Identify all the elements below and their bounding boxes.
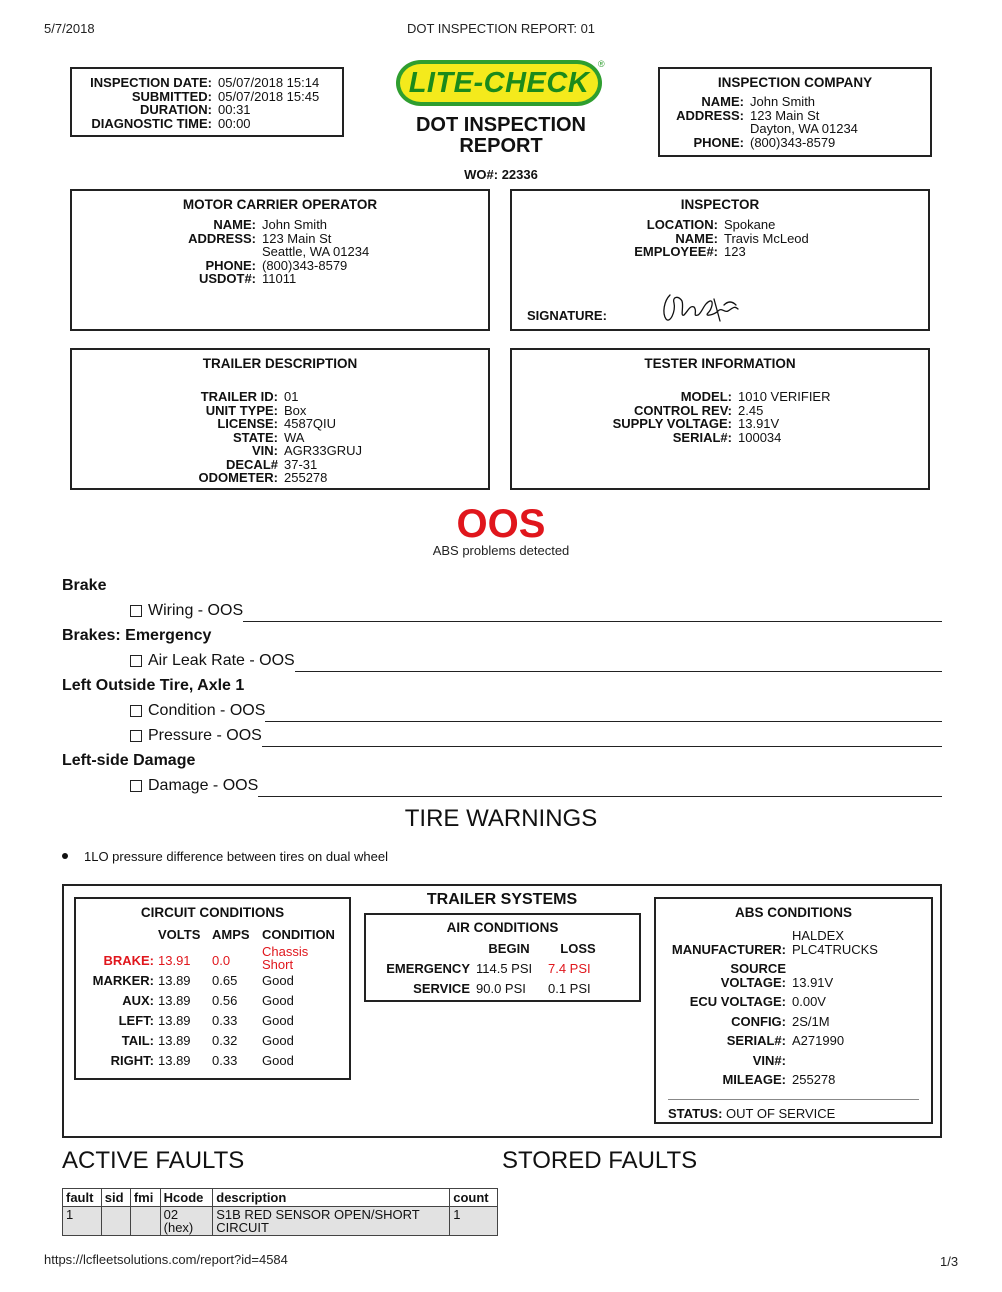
field-label: SERIAL#:	[726, 1033, 786, 1048]
circuit-volts: 13.89	[158, 1053, 191, 1068]
field-value: 01	[284, 389, 299, 404]
field-label: SOURCE VOLTAGE:	[720, 961, 786, 990]
timing-list	[84, 76, 319, 130]
inspector-list	[622, 218, 809, 259]
field-label: CONTROL REV:	[634, 402, 732, 418]
defect-item-label: Air Leak Rate - OOS	[148, 652, 295, 669]
checkbox-icon[interactable]	[130, 655, 142, 667]
field-value: 00:31	[218, 102, 251, 117]
logo-registered-mark: ®	[598, 59, 605, 69]
field-value: HALDEX PLC4TRUCKS	[792, 928, 878, 957]
air-name: EMERGENCY	[386, 961, 470, 976]
field-label: MANUFACTURER:	[671, 941, 786, 957]
field-value: 123 Main St Dayton, WA 01234	[750, 107, 858, 136]
circuit-condition: Good	[262, 993, 294, 1008]
faults-column-header: Hcode	[160, 1189, 213, 1207]
field-label: LOCATION:	[646, 217, 718, 232]
field-value: 1010 VERIFIER	[738, 389, 831, 404]
circuit-conditions-title: CIRCUIT CONDITIONS	[140, 905, 285, 920]
fault-row	[63, 1207, 498, 1236]
field-value: 37-31	[284, 456, 318, 472]
motor-carrier-box	[70, 189, 490, 331]
circuit-volts: 13.89	[158, 1013, 191, 1028]
bullet-icon	[62, 853, 68, 859]
field-value: A271990	[792, 1033, 845, 1048]
field-label: PHONE:	[693, 134, 744, 150]
defect-category: Brakes: Emergency	[62, 627, 212, 644]
circuit-condition: Good	[262, 1033, 294, 1048]
circuit-name: LEFT:	[118, 1013, 154, 1028]
circuit-amps: 0.0	[212, 953, 231, 968]
defect-category: Left Outside Tire, Axle 1	[62, 677, 245, 694]
defect-note-line[interactable]	[262, 746, 942, 747]
field-value: WA	[284, 429, 305, 445]
tester-information-title: TESTER INFORMATION	[644, 356, 796, 371]
defect-item-label: Pressure - OOS	[148, 727, 262, 744]
circuit-volts: 13.91	[158, 953, 191, 968]
page-date: 5/7/2018	[44, 21, 95, 36]
trailer-systems-title: TRAILER SYSTEMS	[426, 891, 578, 908]
fault-sid	[101, 1207, 130, 1236]
field-value: 2S/1M	[792, 1013, 830, 1029]
defect-note-line[interactable]	[243, 621, 942, 622]
circuit-name: TAIL:	[121, 1033, 154, 1048]
report-title-line2: REPORT	[459, 135, 543, 157]
air-loss: 0.1 PSI	[548, 981, 591, 996]
inspection-company-title: INSPECTION COMPANY	[717, 75, 873, 90]
motor-carrier-list	[182, 218, 369, 286]
inspection-company-list	[670, 95, 858, 149]
defect-item[interactable]	[130, 652, 295, 670]
trailer-description-title: TRAILER DESCRIPTION	[202, 356, 358, 371]
oos-subtitle: ABS problems detected	[432, 543, 570, 558]
field-value: 2.45	[738, 402, 764, 418]
air-header: BEGIN	[488, 941, 530, 956]
timing-box	[70, 67, 344, 137]
abs-status-label: STATUS:	[668, 1106, 723, 1121]
field-label: MILEAGE:	[722, 1072, 786, 1087]
defect-item[interactable]	[130, 727, 262, 745]
field-value: 05/07/2018 15:45	[218, 88, 320, 104]
logo-text: LITE-CHECK	[408, 66, 590, 99]
field-label: VIN#:	[752, 1052, 786, 1068]
inspector-box	[510, 189, 930, 331]
fault-count: 1	[450, 1207, 498, 1236]
tire-warning-item	[62, 849, 388, 864]
air-conditions-title: AIR CONDITIONS	[446, 920, 559, 935]
footer-url[interactable]: https://lcfleetsolutions.com/report?id=4584	[44, 1252, 288, 1267]
signature-label: SIGNATURE:	[527, 308, 607, 323]
circuit-amps: 0.33	[212, 1053, 238, 1068]
field-label: NAME:	[213, 217, 256, 232]
field-label: PHONE:	[205, 257, 256, 273]
air-name: SERVICE	[413, 981, 470, 996]
tester-information-list	[602, 390, 831, 444]
defect-note-line[interactable]	[258, 796, 942, 797]
defect-item[interactable]	[130, 777, 258, 795]
checkbox-icon[interactable]	[130, 705, 142, 717]
abs-conditions-box	[654, 897, 933, 1124]
air-conditions-table	[378, 939, 608, 999]
report-title	[380, 115, 622, 157]
field-label: SUBMITTED:	[131, 88, 212, 104]
wo-label: WO#:	[464, 167, 499, 182]
work-order	[380, 167, 622, 182]
circuit-name: AUX:	[122, 993, 154, 1008]
inspection-company-box	[658, 67, 932, 157]
field-value: 13.91V	[738, 416, 780, 431]
abs-conditions-title: ABS CONDITIONS	[734, 905, 852, 920]
circuit-conditions-box	[74, 897, 351, 1080]
circuit-condition: Chassis Short	[262, 944, 309, 972]
abs-status-value: OUT OF SERVICE	[726, 1106, 836, 1121]
fault-fault: 1	[63, 1207, 102, 1236]
field-label: DIAGNOSTIC TIME:	[91, 115, 212, 131]
circuit-amps: 0.56	[212, 993, 238, 1008]
field-value: 11011	[262, 271, 297, 286]
air-header-spacer	[378, 939, 470, 959]
inspector-title: INSPECTOR	[680, 197, 760, 212]
field-value: Box	[284, 402, 307, 418]
field-value: John Smith	[262, 217, 328, 232]
circuit-conditions-table	[84, 925, 352, 1071]
checkbox-icon[interactable]	[130, 730, 142, 742]
fault-fmi	[130, 1207, 160, 1236]
field-value: 4587QIU	[284, 416, 337, 431]
circuit-header: CONDITION	[262, 927, 335, 942]
circuit-amps: 0.32	[212, 1033, 238, 1048]
field-value: 0.00V	[792, 994, 826, 1009]
field-label: DURATION:	[140, 102, 212, 117]
field-label: ODOMETER:	[198, 470, 278, 485]
tester-information-box	[510, 348, 930, 490]
circuit-amps: 0.65	[212, 973, 238, 988]
field-label: STATE:	[232, 429, 278, 445]
circuit-condition: Good	[262, 1013, 294, 1028]
signature-image	[654, 291, 746, 327]
air-header: LOSS	[560, 941, 596, 956]
air-loss: 7.4 PSI	[548, 961, 591, 976]
field-label: USDOT#:	[198, 271, 256, 286]
faults-column-header: sid	[101, 1189, 130, 1207]
field-value: 13.91V	[792, 974, 834, 990]
defect-note-line[interactable]	[295, 671, 942, 672]
circuit-volts: 13.89	[158, 1033, 191, 1048]
air-begin: 114.5 PSI	[476, 961, 533, 976]
trailer-systems-box	[62, 884, 942, 1138]
field-label: MODEL:	[680, 389, 732, 404]
motor-carrier-title: MOTOR CARRIER OPERATOR	[182, 197, 378, 212]
defect-note-line[interactable]	[265, 721, 942, 722]
field-value: 05/07/2018 15:14	[218, 75, 320, 90]
fault-description: S1B RED SENSOR OPEN/SHORT CIRCUIT	[213, 1207, 450, 1236]
air-conditions-box	[364, 913, 641, 1002]
defect-category: Left-side Damage	[62, 752, 196, 769]
trailer-description-list	[182, 390, 362, 485]
field-label: SUPPLY VOLTAGE:	[612, 416, 732, 431]
field-value: AGR33GRUJ	[284, 443, 363, 458]
faults-column-header: description	[213, 1189, 450, 1207]
field-label: VIN:	[252, 443, 278, 458]
circuit-condition: Good	[262, 973, 294, 988]
footer-page-number: 1/3	[940, 1254, 959, 1269]
circuit-volts: 13.89	[158, 993, 191, 1008]
active-faults-table	[62, 1188, 498, 1236]
fault-hcode: 02 (hex)	[160, 1207, 213, 1236]
field-label: NAME:	[675, 230, 718, 246]
faults-header-row	[63, 1189, 498, 1207]
circuit-amps: 0.33	[212, 1013, 238, 1028]
defect-category: Brake	[62, 577, 107, 594]
field-value: John Smith	[750, 94, 816, 109]
faults-column-header: fault	[63, 1189, 102, 1207]
checkbox-icon[interactable]	[130, 780, 142, 792]
field-value: 123 Main St Seattle, WA 01234	[262, 230, 370, 259]
field-label: ECU VOLTAGE:	[689, 994, 786, 1009]
field-label: SERIAL#:	[672, 429, 732, 445]
field-label: ADDRESS:	[676, 107, 744, 123]
field-label: INSPECTION DATE:	[90, 75, 212, 90]
faults-column-header: count	[450, 1189, 498, 1207]
defect-item-label: Condition - OOS	[148, 702, 266, 719]
abs-conditions-list	[668, 929, 878, 1087]
defect-item[interactable]	[130, 602, 243, 620]
circuit-volts: 13.89	[158, 973, 191, 988]
trailer-description-box	[70, 348, 490, 490]
faults-column-header: fmi	[130, 1189, 160, 1207]
field-label: NAME:	[701, 94, 744, 109]
abs-status	[668, 1106, 835, 1121]
circuit-condition: Good	[262, 1053, 294, 1068]
abs-divider	[668, 1099, 919, 1100]
lite-check-logo	[396, 60, 602, 106]
field-value: 255278	[792, 1072, 836, 1087]
field-value: Travis McLeod	[724, 230, 809, 246]
report-title-line1: DOT INSPECTION	[415, 114, 586, 136]
checkbox-icon[interactable]	[130, 605, 142, 617]
field-value: 255278	[284, 470, 328, 485]
stored-faults-title: STORED FAULTS	[502, 1147, 698, 1174]
tire-warnings-title: TIRE WARNINGS	[404, 805, 598, 832]
defect-item-label: Damage - OOS	[148, 777, 259, 794]
field-label: ADDRESS:	[188, 230, 256, 246]
defect-item-label: Wiring - OOS	[148, 602, 244, 619]
field-label: LICENSE:	[217, 416, 278, 431]
field-label: DECAL#	[225, 456, 278, 472]
wo-value: 22336	[501, 167, 538, 182]
circuit-name: RIGHT:	[110, 1053, 154, 1068]
field-label: TRAILER ID:	[200, 389, 278, 404]
field-label: UNIT TYPE:	[205, 402, 278, 418]
field-value: (800)343-8579	[262, 257, 348, 273]
circuit-header-spacer	[84, 925, 154, 945]
air-begin: 90.0 PSI	[476, 981, 526, 996]
field-value: 00:00	[218, 115, 251, 131]
circuit-name: MARKER:	[92, 973, 154, 988]
field-value: 123	[724, 244, 746, 259]
field-value: Spokane	[724, 217, 776, 232]
field-value: 100034	[738, 429, 782, 445]
circuit-name: BRAKE:	[103, 953, 154, 968]
defect-item[interactable]	[130, 702, 265, 720]
field-label: CONFIG:	[731, 1013, 786, 1029]
circuit-header: AMPS	[212, 927, 250, 942]
oos-status: OOS	[456, 502, 546, 546]
field-value: (800)343-8579	[750, 134, 836, 150]
field-label: EMPLOYEE#:	[634, 244, 718, 259]
circuit-header: VOLTS	[158, 927, 201, 942]
tire-warning-text: 1LO pressure difference between tires on dual wheel	[84, 849, 389, 864]
page-header-title: DOT INSPECTION REPORT: 01	[406, 21, 596, 36]
active-faults-title: ACTIVE FAULTS	[62, 1147, 245, 1174]
